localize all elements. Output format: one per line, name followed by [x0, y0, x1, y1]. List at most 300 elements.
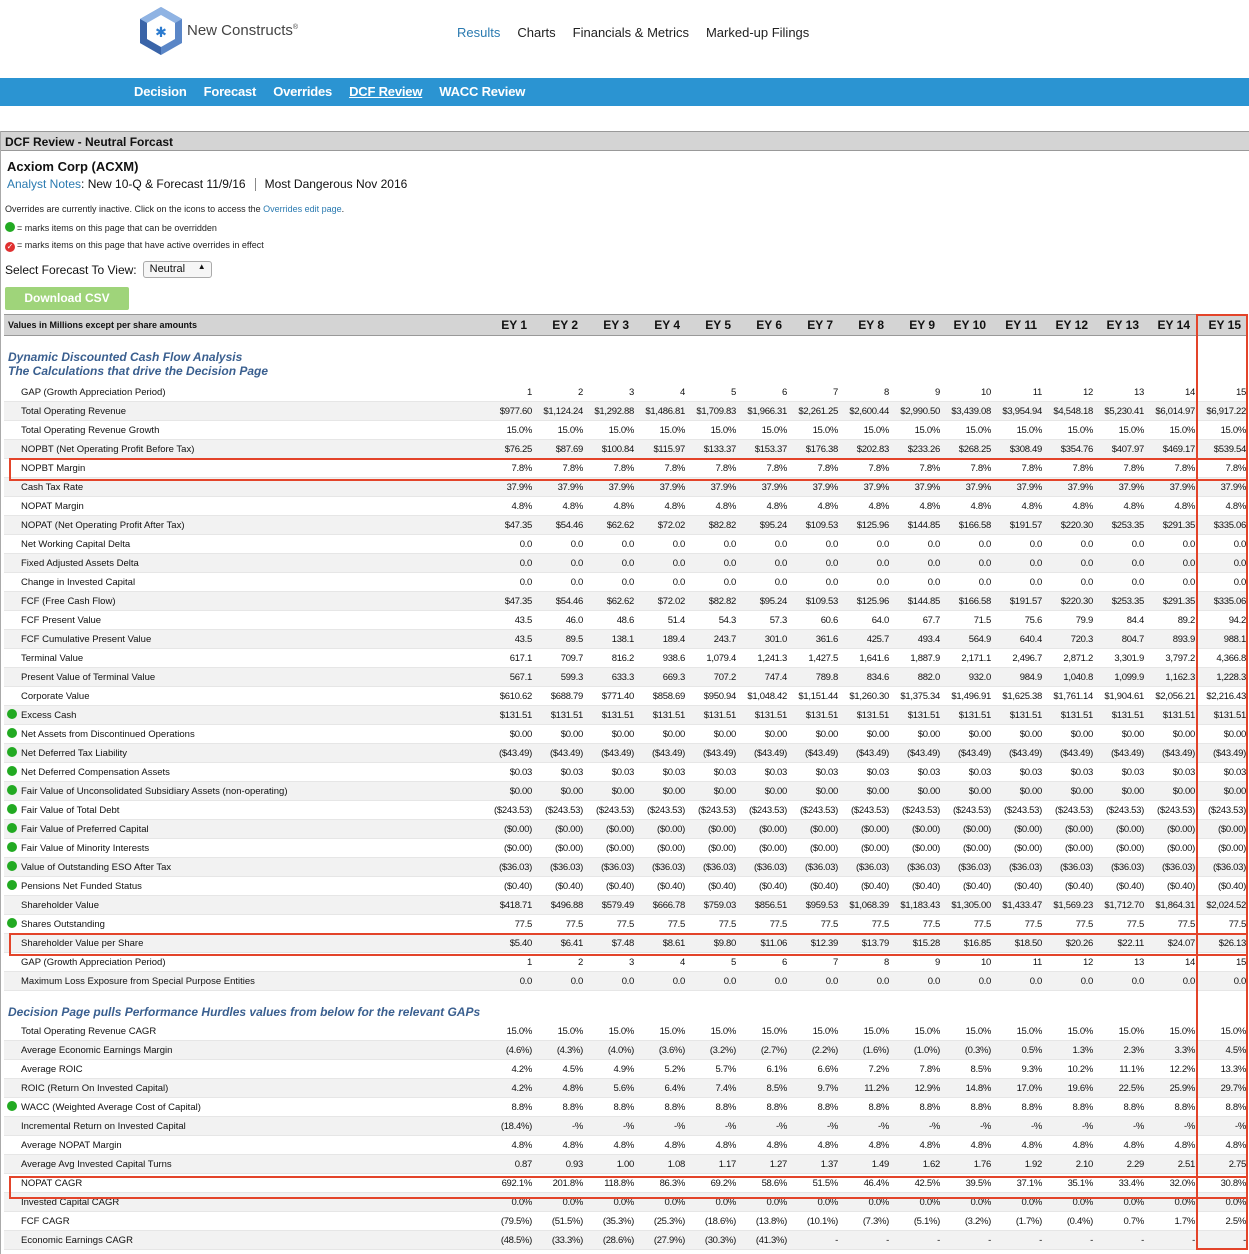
value-cell: 7 — [833, 386, 838, 398]
value-cell: $0.00 — [866, 785, 889, 797]
value-cell: 7.8% — [868, 462, 889, 474]
analyst-notes-text: : New 10-Q & Forecast 11/9/16 — [81, 177, 246, 191]
value-cell: ($0.40) — [911, 880, 940, 892]
value-cell: - — [937, 1234, 940, 1246]
active-override-legend: ✓ = marks items on this page that have active overrides in effect — [6, 240, 264, 251]
row-label: GAP (Growth Appreciation Period) — [21, 956, 166, 968]
value-cell: $131.51 — [1162, 709, 1195, 721]
value-cell: $1,305.00 — [951, 899, 991, 911]
value-cell: 0.0 — [1182, 557, 1195, 569]
value-cell: ($0.40) — [962, 880, 991, 892]
value-cell: $144.85 — [907, 595, 940, 607]
row-label: NOPAT CAGR — [21, 1177, 83, 1189]
table-row — [4, 1079, 1248, 1098]
value-cell: $308.49 — [1009, 443, 1042, 455]
value-cell: $1,433.47 — [1002, 899, 1042, 911]
value-cell: 4.2% — [511, 1082, 532, 1094]
nav-financials-metrics[interactable]: Financials & Metrics — [572, 25, 689, 40]
value-cell: $759.03 — [703, 899, 736, 911]
value-cell: 0.0 — [723, 538, 736, 550]
row-label: Fair Value of Minority Interests — [21, 842, 150, 854]
table-row — [4, 668, 1248, 687]
row-icon-cell — [4, 785, 21, 797]
dcf-table — [4, 314, 1248, 1250]
value-cell: (1.0%) — [913, 1044, 940, 1056]
value-cell: (27.9%) — [653, 1234, 685, 1246]
value-cell: 77.5 — [616, 918, 634, 930]
table-row — [4, 1193, 1248, 1212]
value-cell: 4.8% — [664, 1139, 685, 1151]
value-cell: 138.1 — [611, 633, 634, 645]
row-icon-cell — [4, 709, 21, 721]
year-header: EY 3 — [603, 318, 629, 332]
value-cell: $0.00 — [662, 785, 685, 797]
value-cell: ($0.00) — [911, 842, 940, 854]
override-dot-icon[interactable] — [7, 861, 17, 871]
value-cell: ($0.40) — [1064, 880, 1093, 892]
value-cell: 15.0% — [1016, 424, 1042, 436]
value-cell: $0.03 — [1172, 766, 1195, 778]
value-cell: -% — [928, 1120, 940, 1132]
table-row — [4, 440, 1248, 459]
value-cell: 13 — [1134, 956, 1144, 968]
value-cell: ($0.00) — [554, 823, 583, 835]
subnav-decision[interactable]: Decision — [134, 84, 187, 99]
value-cell: 77.5 — [1228, 918, 1246, 930]
value-cell: $0.03 — [509, 766, 532, 778]
value-cell: 89.2 — [1177, 614, 1195, 626]
analyst-notes-extra: Most Dangerous Nov 2016 — [264, 177, 408, 191]
value-cell: 25.9% — [1169, 1082, 1195, 1094]
value-cell: (7.3%) — [862, 1215, 889, 1227]
value-cell: $0.03 — [968, 766, 991, 778]
value-cell: 0.0 — [1029, 576, 1042, 588]
value-cell: -% — [724, 1120, 736, 1132]
value-cell: 2.51 — [1177, 1158, 1195, 1170]
value-cell: (41.3%) — [755, 1234, 787, 1246]
value-cell: 0.0 — [570, 538, 583, 550]
value-cell: 361.6 — [815, 633, 838, 645]
value-cell: $95.24 — [759, 595, 787, 607]
value-cell: $4,548.18 — [1053, 405, 1093, 417]
value-cell: $2,024.52 — [1206, 899, 1246, 911]
value-cell: 5 — [731, 956, 736, 968]
row-label: Net Deferred Tax Liability — [21, 747, 127, 759]
value-cell: $0.00 — [713, 728, 736, 740]
value-cell: 882.0 — [917, 671, 940, 683]
value-cell: $0.03 — [866, 766, 889, 778]
subnav-overrides[interactable]: Overrides — [273, 84, 333, 99]
value-cell: 0.0 — [1131, 538, 1144, 550]
row-label: Excess Cash — [21, 709, 77, 721]
value-cell: ($243.53) — [698, 804, 736, 816]
value-cell: 15.0% — [1016, 1025, 1042, 1037]
value-cell: 707.2 — [713, 671, 736, 683]
forecast-select[interactable]: Neutral ▲ — [143, 261, 212, 278]
value-cell: $1,375.34 — [900, 690, 940, 702]
value-cell: $6,917.22 — [1206, 405, 1246, 417]
value-cell: ($0.40) — [707, 880, 736, 892]
value-cell: 0.0 — [1182, 538, 1195, 550]
value-cell: $2,600.44 — [849, 405, 889, 417]
nav-charts[interactable]: Charts — [517, 25, 556, 40]
value-cell: $0.00 — [1121, 728, 1144, 740]
value-cell: $977.60 — [499, 405, 532, 417]
value-cell: 789.8 — [815, 671, 838, 683]
value-cell: 12 — [1083, 956, 1093, 968]
value-cell: $191.57 — [1009, 595, 1042, 607]
value-cell: ($36.03) — [550, 861, 583, 873]
value-cell: ($36.03) — [805, 861, 838, 873]
value-cell: - — [988, 1234, 991, 1246]
value-cell: $1,048.42 — [747, 690, 787, 702]
value-cell: 4.8% — [715, 500, 736, 512]
value-cell: 5.6% — [613, 1082, 634, 1094]
value-cell: $950.94 — [703, 690, 736, 702]
value-cell: $54.46 — [555, 595, 583, 607]
override-dot-icon[interactable] — [7, 918, 17, 928]
value-cell: 938.6 — [662, 652, 685, 664]
value-cell: 1.49 — [871, 1158, 889, 1170]
value-cell: 0.0% — [511, 1196, 532, 1208]
value-cell: 1.92 — [1024, 1158, 1042, 1170]
row-label: Shareholder Value per Share — [21, 937, 144, 949]
value-cell: 37.9% — [965, 481, 991, 493]
override-dot-icon[interactable] — [7, 804, 17, 814]
value-cell: ($0.00) — [605, 842, 634, 854]
table-row — [4, 744, 1248, 763]
value-cell: $20.26 — [1065, 937, 1093, 949]
value-cell: 7.2% — [868, 1063, 889, 1075]
row-label: Net Assets from Discontinued Operations — [21, 728, 195, 740]
value-cell: 0.0 — [519, 576, 532, 588]
row-label: Fixed Adjusted Assets Delta — [21, 557, 139, 569]
value-cell: ($0.40) — [503, 880, 532, 892]
value-cell: 1 — [527, 386, 532, 398]
value-cell: 0.0 — [672, 576, 685, 588]
value-cell: 9.3% — [1021, 1063, 1042, 1075]
value-cell: $1,496.91 — [951, 690, 991, 702]
value-cell: $0.00 — [866, 728, 889, 740]
override-dot-icon[interactable] — [7, 766, 17, 776]
value-cell: 0.0% — [868, 1196, 889, 1208]
value-cell: 0.0 — [825, 557, 838, 569]
value-cell: 15.0% — [608, 1025, 634, 1037]
value-cell: 7.8% — [1072, 462, 1093, 474]
value-cell: $131.51 — [550, 709, 583, 721]
value-cell: - — [886, 1234, 889, 1246]
overrides-edit-link[interactable]: Overrides edit page — [263, 204, 342, 214]
value-cell: ($0.00) — [860, 842, 889, 854]
value-cell: 8 — [884, 386, 889, 398]
value-cell: 11 — [1032, 386, 1042, 398]
value-cell: 12 — [1083, 386, 1093, 398]
subnav-dcf-review[interactable]: DCF Review — [349, 84, 423, 99]
value-cell: 60.6 — [820, 614, 838, 626]
value-cell: 2 — [578, 956, 583, 968]
override-dot-icon[interactable] — [7, 842, 17, 852]
value-cell: $0.00 — [611, 728, 634, 740]
table-row — [4, 953, 1248, 972]
table-row — [4, 1174, 1248, 1193]
value-cell: (79.5%) — [500, 1215, 532, 1227]
value-cell: 14 — [1185, 386, 1195, 398]
value-cell: -% — [826, 1120, 838, 1132]
value-cell: 3 — [629, 386, 634, 398]
value-cell: (4.0%) — [607, 1044, 634, 1056]
row-label: Cash Tax Rate — [21, 481, 84, 493]
value-cell: ($36.03) — [1213, 861, 1246, 873]
value-cell: $6,014.97 — [1155, 405, 1195, 417]
value-cell: 4.9% — [613, 1063, 634, 1075]
value-cell: $0.00 — [509, 785, 532, 797]
value-cell: 0.0 — [570, 576, 583, 588]
value-cell: 4.2% — [511, 1063, 532, 1075]
subnav-wacc-review[interactable]: WACC Review — [439, 84, 526, 99]
value-cell: 22.5% — [1118, 1082, 1144, 1094]
value-cell: $1,292.88 — [594, 405, 634, 417]
value-cell: 118.8% — [604, 1177, 634, 1189]
value-cell: 4.8% — [511, 500, 532, 512]
override-dot-icon[interactable] — [7, 785, 17, 795]
value-cell: 4.8% — [715, 1139, 736, 1151]
value-cell: 2,171.1 — [961, 652, 991, 664]
value-cell: 4.8% — [817, 500, 838, 512]
value-cell: 747.4 — [764, 671, 787, 683]
value-cell: $131.51 — [652, 709, 685, 721]
value-cell: 37.9% — [1016, 481, 1042, 493]
value-cell: -% — [673, 1120, 685, 1132]
override-dot-icon[interactable] — [7, 728, 17, 738]
value-cell: 692.1% — [501, 1177, 532, 1189]
value-cell: ($0.40) — [554, 880, 583, 892]
value-cell: ($243.53) — [1106, 804, 1144, 816]
value-cell: 15.0% — [914, 424, 940, 436]
value-cell: ($0.00) — [758, 823, 787, 835]
value-cell: 37.9% — [506, 481, 532, 493]
value-cell: 77.5 — [871, 918, 889, 930]
value-cell: 15.0% — [506, 1025, 532, 1037]
value-cell: $0.03 — [1019, 766, 1042, 778]
value-cell: ($0.00) — [656, 823, 685, 835]
value-cell: 1,162.3 — [1165, 671, 1195, 683]
value-cell: 37.1% — [1016, 1177, 1042, 1189]
value-cell: $166.58 — [958, 595, 991, 607]
value-cell: $0.03 — [662, 766, 685, 778]
value-cell: $125.96 — [856, 519, 889, 531]
value-cell: $131.51 — [856, 709, 889, 721]
value-cell: 7.4% — [715, 1082, 736, 1094]
value-cell: ($243.53) — [902, 804, 940, 816]
value-cell: 0.0 — [1029, 975, 1042, 987]
override-dot-icon[interactable] — [7, 880, 17, 890]
value-cell: $0.00 — [968, 785, 991, 797]
override-dot-icon[interactable] — [7, 747, 17, 757]
value-cell: 39.5% — [965, 1177, 991, 1189]
row-label: Change in Invested Capital — [21, 576, 136, 588]
year-header: EY 10 — [953, 318, 986, 332]
value-cell: 46.0 — [565, 614, 583, 626]
year-header: EY 4 — [654, 318, 680, 332]
value-cell: $0.03 — [764, 766, 787, 778]
value-cell: ($243.53) — [953, 804, 991, 816]
row-label: Average Avg Invested Capital Turns — [21, 1158, 172, 1170]
value-cell: 4.8% — [1174, 500, 1195, 512]
value-cell: 71.5 — [973, 614, 991, 626]
value-cell: 4.8% — [1072, 500, 1093, 512]
row-icon-cell — [4, 880, 21, 892]
row-label: Terminal Value — [21, 652, 84, 664]
year-header: EY 14 — [1157, 318, 1190, 332]
row-label: Economic Earnings CAGR — [21, 1234, 133, 1246]
value-cell: 1.27 — [769, 1158, 787, 1170]
value-cell: $291.35 — [1162, 519, 1195, 531]
value-cell: $131.51 — [958, 709, 991, 721]
value-cell: 15.0% — [863, 424, 889, 436]
analyst-notes-link[interactable]: Analyst Notes — [7, 177, 82, 191]
value-cell: 37.9% — [1220, 481, 1246, 493]
value-cell: $407.97 — [1111, 443, 1144, 455]
value-cell: ($36.03) — [1009, 861, 1042, 873]
value-cell: 37.9% — [557, 481, 583, 493]
value-cell: 8.8% — [766, 1101, 787, 1113]
download-csv-button[interactable]: Download CSV — [5, 287, 129, 310]
value-cell: 15.0% — [761, 424, 787, 436]
value-cell: $82.82 — [708, 519, 736, 531]
value-cell: 0.0 — [978, 557, 991, 569]
value-cell: $1,569.23 — [1053, 899, 1093, 911]
section-title: Decision Page pulls Performance Hurdles values from below for the relevant GAPs — [8, 1005, 481, 1019]
value-cell: $131.51 — [601, 709, 634, 721]
value-cell: 0.0 — [621, 576, 634, 588]
value-cell: $0.03 — [917, 766, 940, 778]
row-label: FCF CAGR — [21, 1215, 70, 1227]
value-cell: 984.9 — [1019, 671, 1042, 683]
value-cell: 3,301.9 — [1114, 652, 1144, 664]
value-cell: 51.5% — [812, 1177, 838, 1189]
value-cell: 10 — [981, 386, 991, 398]
value-cell: 37.9% — [710, 481, 736, 493]
value-cell: 0.0% — [1072, 1196, 1093, 1208]
value-cell: ($0.40) — [809, 880, 838, 892]
value-cell: 4.8% — [1123, 500, 1144, 512]
value-cell: ($36.03) — [601, 861, 634, 873]
value-cell: 37.9% — [1118, 481, 1144, 493]
value-cell: ($0.40) — [605, 880, 634, 892]
value-cell: $0.00 — [1121, 785, 1144, 797]
new-constructs-logo-icon[interactable] — [138, 6, 184, 56]
svg-text:✱: ✱ — [155, 25, 167, 41]
value-cell: ($0.00) — [1013, 842, 1042, 854]
value-cell: ($0.00) — [809, 842, 838, 854]
value-cell: 0.0% — [562, 1196, 583, 1208]
value-cell: 32.0% — [1169, 1177, 1195, 1189]
value-cell: ($243.53) — [1157, 804, 1195, 816]
value-cell: ($0.40) — [860, 880, 889, 892]
value-cell: 5.7% — [715, 1063, 736, 1075]
value-cell: - — [835, 1234, 838, 1246]
value-cell: ($0.00) — [1115, 842, 1144, 854]
value-cell: 37.9% — [812, 481, 838, 493]
value-cell: 14.8% — [965, 1082, 991, 1094]
value-cell: -% — [877, 1120, 889, 1132]
value-cell: ($43.49) — [958, 747, 991, 759]
row-label: Shares Outstanding — [21, 918, 105, 930]
value-cell: $133.37 — [703, 443, 736, 455]
row-label: Invested Capital CAGR — [21, 1196, 120, 1208]
value-cell: 4.8% — [919, 500, 940, 512]
value-cell: 7.8% — [817, 462, 838, 474]
value-cell: ($243.53) — [494, 804, 532, 816]
value-cell: 4.8% — [1021, 1139, 1042, 1151]
nav-marked-up-filings[interactable]: Marked-up Filings — [705, 25, 810, 40]
value-cell: ($0.00) — [707, 823, 736, 835]
override-dot-icon[interactable] — [7, 709, 17, 719]
value-cell: 709.7 — [560, 652, 583, 664]
value-cell: 77.5 — [1177, 918, 1195, 930]
value-cell: ($0.00) — [554, 842, 583, 854]
value-cell: 30.8% — [1220, 1177, 1246, 1189]
value-cell: 2 — [578, 386, 583, 398]
nav-results[interactable]: Results — [457, 25, 501, 40]
value-cell: 4,366.8 — [1216, 652, 1246, 664]
value-cell: 5.2% — [664, 1063, 685, 1075]
value-cell: $1,625.38 — [1002, 690, 1042, 702]
value-cell: - — [1039, 1234, 1042, 1246]
value-cell: 7.8% — [613, 462, 634, 474]
value-cell: $82.82 — [708, 595, 736, 607]
value-cell: $0.00 — [1223, 728, 1246, 740]
value-cell: $8.61 — [662, 937, 685, 949]
value-cell: 17.0% — [1016, 1082, 1042, 1094]
value-cell: 493.4 — [917, 633, 940, 645]
value-cell: 15.0% — [812, 1025, 838, 1037]
value-cell: $1,864.31 — [1155, 899, 1195, 911]
override-dot-icon[interactable] — [7, 1101, 17, 1111]
value-cell: 1.17 — [718, 1158, 736, 1170]
override-dot-icon[interactable] — [7, 823, 17, 833]
value-cell: $0.00 — [560, 728, 583, 740]
row-label: FCF Cumulative Present Value — [21, 633, 152, 645]
value-cell: 1.3% — [1072, 1044, 1093, 1056]
value-cell: 12.9% — [914, 1082, 940, 1094]
value-cell: 425.7 — [866, 633, 889, 645]
value-cell: ($0.00) — [1115, 823, 1144, 835]
value-cell: 15.0% — [1169, 424, 1195, 436]
value-cell: 4.8% — [1021, 500, 1042, 512]
value-cell: $109.53 — [805, 595, 838, 607]
value-cell: $87.69 — [555, 443, 583, 455]
subnav-forecast[interactable]: Forecast — [203, 84, 257, 99]
value-cell: 567.1 — [509, 671, 532, 683]
value-cell: $0.03 — [1070, 766, 1093, 778]
value-cell: ($43.49) — [652, 747, 685, 759]
section-title: Dynamic Discounted Cash Flow Analysis — [8, 350, 243, 364]
value-cell: ($243.53) — [1208, 804, 1246, 816]
value-cell: ($43.49) — [856, 747, 889, 759]
value-cell: $131.51 — [499, 709, 532, 721]
row-icon-cell — [4, 747, 21, 759]
value-cell: ($36.03) — [907, 861, 940, 873]
brand-name: New Constructs® — [187, 22, 299, 39]
value-cell: 243.7 — [713, 633, 736, 645]
value-cell: 0.0 — [774, 538, 787, 550]
value-cell: 0.0 — [1029, 538, 1042, 550]
value-cell: $0.00 — [1019, 785, 1042, 797]
value-cell: ($36.03) — [652, 861, 685, 873]
value-cell: 8.8% — [664, 1101, 685, 1113]
value-cell: 893.9 — [1172, 633, 1195, 645]
